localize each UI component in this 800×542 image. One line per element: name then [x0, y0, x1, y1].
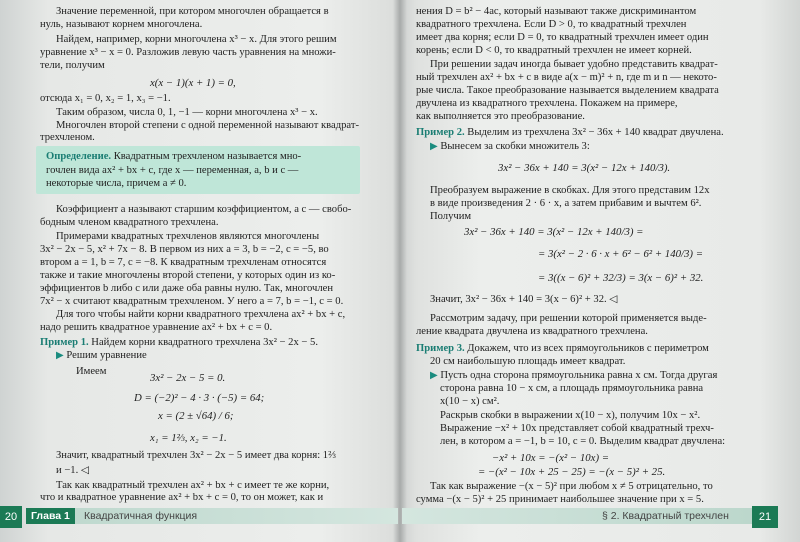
- text-line: Преобразуем выражение в скобках. Для этого представим 12x: [430, 185, 710, 196]
- triangle-marker-icon: ▶: [56, 350, 64, 361]
- triangle-marker-icon: ▶: [430, 141, 438, 152]
- text-line: Так как квадратный трехчлен ax² + bx + c имеет те же корни,: [56, 480, 330, 491]
- left-footer-bar: [26, 508, 398, 524]
- text-line: x(10 − x) см².: [440, 396, 500, 407]
- text-line: трехчленом.: [40, 132, 95, 143]
- section-title: § 2. Квадратный трехчлен: [602, 510, 729, 522]
- text-line: нения D = b² − 4ac, который называют также дискриминантом: [416, 6, 697, 17]
- example-label: Пример 1.: [40, 337, 89, 348]
- text-line: Найдем, например, корни многочлена x³ − x. Для этого решим: [56, 34, 337, 45]
- text-line: 7x² − x считают квадратным трехчленом. У него a = 7, b = −1, c = 0.: [40, 296, 344, 307]
- text-line: отсюда x₁ = 0, x₂ = 1, x₃ = −1.: [40, 93, 171, 104]
- text-line: сумма −(x − 5)² + 25 принимает наибольшее значение при x = 5.: [416, 494, 704, 505]
- text-line: Таким образом, числа 0, 1, −1 — корни многочлена x³ − x.: [56, 107, 318, 118]
- text-line: надо решить квадратное уравнение ax² + bx + c = 0.: [40, 322, 273, 333]
- text-line: Рассмотрим задачу, при решении которой применяется выде-: [430, 313, 707, 324]
- text-line: лен, в котором a = −1, b = 10, c = 0. Выделим квадрат двучлена:: [440, 436, 726, 447]
- left-page: [0, 0, 398, 542]
- text-line: нуль, называют корнем многочлена.: [40, 19, 203, 30]
- triangle-marker-icon: ▶: [430, 370, 438, 381]
- text-line: Так как выражение −(x − 5)² при любом x ≠ 5 отрицательно, то: [430, 481, 713, 492]
- example-label: Пример 2.: [416, 127, 465, 138]
- equation: x₁ = 1⅔, x₂ = −1.: [150, 432, 227, 444]
- chapter-title: Квадратичная функция: [84, 510, 198, 522]
- text-line: Значит, 3x² − 36x + 140 = 3(x − 6)² + 32. ◁: [430, 294, 618, 305]
- text-line: также и такие многочлены второй степени, у которых один из ко-: [40, 270, 336, 281]
- step-text: Пусть одна сторона прямоугольника равна x см. Тогда другая: [440, 370, 718, 381]
- text-line: втором a = 1, b = 7, c = −8. К квадратным трехчленам относятся: [40, 257, 327, 268]
- text-line: Значение переменной, при котором многочлен обращается в: [56, 6, 329, 17]
- text-line: При решении задач иногда бывает удобно представить квадрат-: [430, 59, 718, 70]
- step-text: Решим уравнение: [66, 350, 147, 361]
- text-line: 3x² − 2x − 5, x² + 7x − 8. В первом из них a = 3, b = −2, c = −5, во: [40, 244, 329, 255]
- text-line: рые числа. Такое преобразование называется выделением квадрата: [416, 85, 719, 96]
- definition-line: [46, 151, 301, 164]
- equation: 3x² − 2x − 5 = 0.: [150, 372, 226, 384]
- example-text: Докажем, что из всех прямоугольников с периметром: [467, 343, 709, 354]
- text-line: двучлена из квадратного трехчлена. Покажем на примере,: [416, 98, 678, 109]
- text-line: тели, получим: [40, 60, 105, 71]
- right-page: [402, 0, 800, 542]
- equation: D = (−2)² − 4 · 3 · (−5) = 64;: [134, 392, 265, 404]
- text-line: корень; если D < 0, то квадратный трехчлен не имеет корней.: [416, 45, 692, 56]
- text-line: ление квадрата двучлена из квадратного трехчлена.: [416, 326, 648, 337]
- page-number-right: 21: [752, 506, 778, 528]
- definition-line: некоторые числа, причем a ≠ 0.: [46, 178, 187, 189]
- equation: = 3(x² − 2 · 6 · x + 6² − 6² + 140/3) =: [538, 248, 703, 260]
- equation: x = (2 ± √64) / 6;: [158, 410, 234, 422]
- example-text: Выделим из трехчлена 3x² − 36x + 140 квадрат двучлена.: [467, 127, 724, 138]
- equation: = 3((x − 6)² + 32/3) = 3(x − 6)² + 32.: [538, 272, 704, 284]
- page-number-left: 20: [0, 506, 22, 528]
- example-step: [430, 141, 590, 154]
- text-line: Коэффициент a называют старшим коэффициентом, а c — свобо-: [56, 204, 352, 215]
- text-line: уравнение x³ − x = 0. Разложив левую часть уравнения на множи-: [40, 47, 336, 58]
- example-heading: [40, 337, 318, 350]
- example-text: Найдем корни квадратного трехчлена 3x² − 2x − 5.: [91, 337, 318, 348]
- text-line: ный трехчлен ax² + bx + c в виде a(x − m)² + n, где m и n — некото-: [416, 72, 717, 83]
- text-line: Получим: [430, 211, 472, 222]
- equation: = −(x² − 10x + 25 − 25) = −(x − 5)² + 25.: [478, 466, 666, 478]
- text-line: Примерами квадратных трехчленов являются многочлены: [56, 231, 320, 242]
- example-heading: [416, 343, 709, 356]
- text-line: 20 см наибольшую площадь имеет квадрат.: [430, 356, 626, 367]
- text-line: имеет два корня; если D = 0, то квадратный трехчлен имеет один: [416, 32, 709, 43]
- chapter-label: Глава 1: [26, 508, 75, 524]
- text-line: сторона равна 10 − x см, а площадь прямоугольника равна: [440, 383, 704, 394]
- definition-box: [36, 146, 360, 194]
- text-line: Имеем: [76, 366, 107, 377]
- text-line: Выражение −x² + 10x представляет собой квадратный трехч-: [440, 423, 714, 434]
- definition-label: Определение.: [46, 151, 112, 162]
- text-line: в виде произведения 2 · 6 · x, а затем прибавим и вычтем 6².: [430, 198, 702, 209]
- definition-line: гочлен вида ax² + bx + c, где x — переменная, a, b и c —: [46, 165, 299, 176]
- example-label: Пример 3.: [416, 343, 465, 354]
- text-line: и −1. ◁: [56, 465, 90, 476]
- text-line: Значит, квадратный трехчлен 3x² − 2x − 5 имеет два корня: 1⅔: [56, 450, 337, 461]
- text-line: Многочлен второй степени с одной переменной называют квадрат-: [56, 120, 359, 131]
- equation: 3x² − 36x + 140 = 3(x² − 12x + 140/3).: [498, 162, 671, 174]
- text-line: бодным членом квадратного трехчлена.: [40, 217, 219, 228]
- text-line: квадратного трехчлена. Если D > 0, то квадратный трехчлен: [416, 19, 687, 30]
- step-text: Вынесем за скобки множитель 3:: [440, 141, 590, 152]
- example-heading: [416, 127, 724, 140]
- text-line: Для того чтобы найти корни квадратного трехчлена ax² + bx + c,: [56, 309, 346, 320]
- example-step: [56, 350, 147, 363]
- text-line: как выполняется это преобразование.: [416, 111, 585, 122]
- definition-text: Квадратным трехчленом называется мно-: [113, 151, 302, 162]
- text-line: эффициентов b либо c или даже оба равны нулю. Так, многочлен: [40, 283, 334, 294]
- equation: x(x − 1)(x + 1) = 0,: [150, 77, 236, 89]
- text-line: что и квадратное уравнение ax² + bx + c = 0, то он может, как и: [40, 492, 324, 503]
- equation: 3x² − 36x + 140 = 3(x² − 12x + 140/3) =: [464, 226, 644, 238]
- example-step: [430, 370, 717, 383]
- equation: −x² + 10x = −(x² − 10x) =: [492, 452, 610, 464]
- text-line: Раскрыв скобки в выражении x(10 − x), получим 10x − x².: [440, 410, 701, 421]
